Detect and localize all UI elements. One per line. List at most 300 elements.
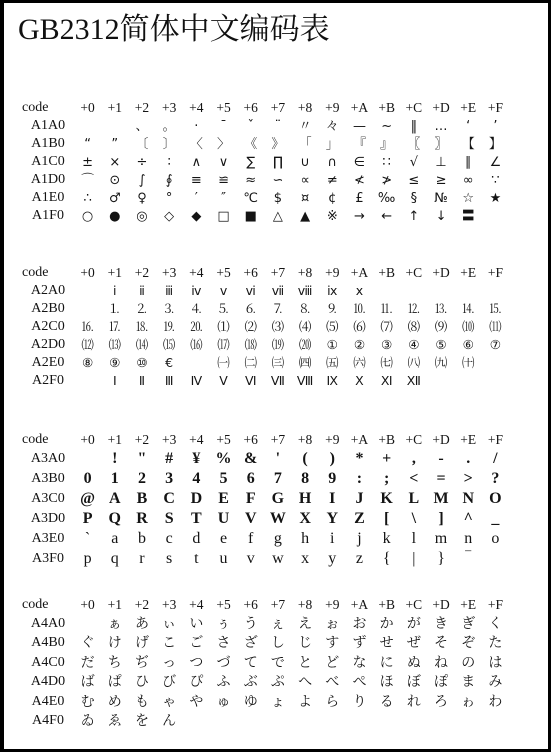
header-column-label: +5 bbox=[216, 597, 231, 613]
char-cell bbox=[400, 712, 427, 732]
header-column-label: +A bbox=[350, 432, 369, 448]
char-cell: じ bbox=[298, 635, 313, 652]
char-cell: Ⅰ bbox=[112, 372, 117, 388]
char-cell: m bbox=[434, 530, 448, 547]
char-cell: ¢ bbox=[328, 190, 337, 206]
char-cell: ⒚ bbox=[162, 318, 176, 334]
char-cell: ″ bbox=[221, 190, 226, 206]
char-cell: c bbox=[165, 530, 173, 547]
char-cell: あ bbox=[134, 615, 149, 632]
char-cell: ㈨ bbox=[434, 354, 448, 370]
char-cell: l bbox=[411, 530, 417, 547]
char-cell: ′ bbox=[194, 190, 198, 206]
char-cell: Ⅱ bbox=[138, 372, 146, 388]
char-cell: ⒛ bbox=[190, 318, 203, 334]
char-cell: = bbox=[436, 470, 446, 487]
char-cell bbox=[427, 372, 454, 390]
char-cell: × bbox=[109, 154, 121, 170]
char-cell: ⅳ bbox=[191, 282, 202, 298]
char-cell bbox=[292, 712, 319, 732]
char-cell: き bbox=[434, 615, 449, 632]
char-cell bbox=[400, 282, 427, 300]
char-cell: ∨ bbox=[218, 154, 229, 170]
char-cell: ’ bbox=[493, 118, 498, 134]
char-cell: ⅹ bbox=[355, 282, 364, 298]
header-column-label: +9 bbox=[325, 265, 340, 281]
char-cell: ⑾ bbox=[489, 318, 502, 334]
char-cell bbox=[427, 282, 454, 300]
char-cell: ず bbox=[352, 635, 367, 652]
char-cell: X bbox=[299, 510, 311, 527]
row-code-label: A4B0 bbox=[31, 635, 65, 651]
char-cell: Ⅻ bbox=[406, 372, 421, 388]
char-cell: ~ bbox=[381, 118, 393, 134]
char-cell: 0 bbox=[83, 470, 92, 487]
header-column-label: +2 bbox=[134, 597, 150, 613]
char-cell: び bbox=[162, 674, 177, 691]
char-cell: ゆ bbox=[243, 693, 258, 710]
char-cell: ㈥ bbox=[353, 354, 366, 370]
char-cell: ㈧ bbox=[407, 354, 421, 370]
char-cell: - bbox=[438, 450, 444, 467]
char-cell: Ⅸ bbox=[326, 372, 339, 388]
char-cell: ⒌ bbox=[217, 300, 230, 316]
char-cell: № bbox=[434, 190, 448, 206]
char-cell: ⑷ bbox=[298, 318, 312, 334]
char-cell: ゐ bbox=[80, 713, 95, 730]
char-cell: 『 bbox=[352, 136, 366, 152]
char-cell: ① bbox=[326, 336, 338, 352]
char-cell: ∵ bbox=[491, 172, 500, 188]
char-cell: ぢ bbox=[134, 654, 149, 671]
header-column-label: +A bbox=[350, 597, 369, 613]
char-cell bbox=[482, 282, 509, 300]
header-column-label: +6 bbox=[243, 597, 258, 613]
char-cell: 》 bbox=[271, 136, 285, 152]
char-cell: り bbox=[352, 693, 367, 710]
char-cell: Ⅶ bbox=[270, 372, 285, 388]
char-cell: ¨ bbox=[274, 118, 282, 134]
char-cell: ] bbox=[438, 510, 444, 527]
char-cell: 3 bbox=[165, 470, 174, 487]
char-cell: ∮ bbox=[165, 172, 173, 188]
header-column-label: +0 bbox=[80, 100, 95, 116]
char-cell: ≌ bbox=[218, 172, 229, 188]
char-cell: ぅ bbox=[216, 615, 231, 632]
char-cell: ● bbox=[109, 208, 121, 224]
header-column-label: +7 bbox=[270, 265, 286, 281]
char-cell: ↑ bbox=[408, 208, 420, 224]
char-cell: ③ bbox=[381, 336, 393, 352]
char-cell: ⑩ bbox=[136, 354, 148, 370]
char-cell: ど bbox=[325, 654, 340, 671]
header-column-label: +0 bbox=[80, 597, 95, 613]
header-column-label: +D bbox=[432, 432, 450, 448]
header-column-label: +7 bbox=[270, 597, 286, 613]
header-column-label: +F bbox=[487, 432, 503, 448]
header-column-label: +5 bbox=[216, 265, 231, 281]
char-cell: だ bbox=[80, 654, 95, 671]
header-column-label: +F bbox=[487, 265, 503, 281]
char-cell bbox=[482, 354, 509, 372]
char-cell: ゅ bbox=[216, 693, 231, 710]
code-table-block-a3 bbox=[18, 431, 509, 569]
char-cell: ⑶ bbox=[271, 318, 285, 334]
char-cell: ∑ bbox=[246, 154, 256, 170]
header-column-label: +C bbox=[405, 597, 423, 613]
header-column-label: +8 bbox=[297, 432, 313, 448]
char-cell: ⒊ bbox=[162, 300, 176, 316]
char-cell: う bbox=[243, 615, 258, 632]
char-cell: C bbox=[163, 490, 175, 507]
char-cell: こ bbox=[162, 635, 177, 652]
row-code-label: A4C0 bbox=[31, 654, 65, 670]
char-cell: ぃ bbox=[162, 615, 177, 632]
char-cell: ≮ bbox=[354, 172, 365, 188]
char-cell: ⅰ bbox=[113, 282, 117, 298]
char-cell: D bbox=[190, 490, 203, 507]
header-column-label: +3 bbox=[161, 432, 177, 448]
char-cell: ん bbox=[162, 713, 177, 730]
char-cell: み bbox=[488, 674, 503, 691]
row-code-label: A4E0 bbox=[31, 693, 65, 709]
char-cell: ` bbox=[84, 530, 91, 547]
row-code-label: A1D0 bbox=[30, 172, 66, 187]
char-cell: q bbox=[110, 550, 119, 567]
row-code-label: A4D0 bbox=[30, 674, 66, 690]
char-cell: r bbox=[139, 550, 145, 567]
char-cell: . bbox=[466, 450, 471, 467]
char-cell: ぞ bbox=[461, 635, 476, 652]
char-cell: ≡ bbox=[190, 172, 202, 188]
char-cell: で bbox=[270, 654, 285, 671]
char-cell: ⒋ bbox=[190, 300, 203, 316]
char-cell: て bbox=[243, 654, 258, 671]
char-cell bbox=[74, 117, 101, 135]
char-cell: ぶ bbox=[243, 674, 258, 691]
char-cell: ∴ bbox=[83, 190, 92, 206]
header-column-label: +6 bbox=[243, 100, 258, 116]
char-cell: ⊥ bbox=[435, 154, 447, 170]
char-cell: _ bbox=[491, 510, 500, 527]
char-cell: … bbox=[434, 118, 448, 134]
row-code-label: A2A0 bbox=[30, 283, 66, 298]
char-cell: ; bbox=[383, 470, 390, 487]
char-cell: n bbox=[464, 530, 473, 547]
char-cell: — bbox=[352, 118, 366, 134]
header-column-label: +3 bbox=[161, 100, 177, 116]
char-cell: ⑴ bbox=[217, 318, 230, 334]
char-cell bbox=[264, 712, 291, 732]
char-cell: む bbox=[80, 693, 95, 710]
char-cell bbox=[74, 282, 101, 300]
char-cell: 〗 bbox=[434, 136, 448, 152]
page-title: GB2312简体中文编码表 bbox=[18, 13, 330, 46]
char-cell bbox=[455, 712, 482, 732]
header-column-label: +3 bbox=[161, 597, 177, 613]
char-cell: Y bbox=[326, 510, 339, 527]
header-column-label: +5 bbox=[216, 432, 231, 448]
char-cell: ⒄ bbox=[217, 336, 230, 352]
header-column-label: +6 bbox=[243, 432, 258, 448]
char-cell: → bbox=[354, 208, 365, 224]
char-cell: $ bbox=[273, 190, 283, 206]
char-cell: す bbox=[325, 635, 340, 652]
char-cell: e bbox=[219, 530, 228, 547]
header-column-label: +E bbox=[460, 265, 477, 281]
char-cell: + bbox=[382, 450, 392, 467]
char-cell: え bbox=[298, 615, 313, 632]
char-cell: √ bbox=[409, 154, 418, 170]
char-cell: ∞ bbox=[462, 172, 474, 188]
char-cell: I bbox=[329, 490, 336, 507]
char-cell: 「 bbox=[298, 136, 312, 152]
header-column-label: +B bbox=[378, 597, 395, 613]
char-cell: よ bbox=[298, 693, 313, 710]
char-cell: ㈢ bbox=[271, 354, 285, 370]
char-cell: N bbox=[462, 490, 474, 507]
row-code-label: A4A0 bbox=[30, 615, 66, 631]
char-cell: ⒗ bbox=[81, 318, 94, 334]
char-cell: ← bbox=[381, 208, 393, 224]
char-cell: ざ bbox=[243, 635, 258, 652]
header-column-label: +D bbox=[432, 597, 450, 613]
row-code-label: A4F0 bbox=[32, 713, 64, 729]
char-cell bbox=[455, 282, 482, 300]
char-cell: V bbox=[244, 510, 257, 527]
char-cell: ⒃ bbox=[190, 336, 203, 352]
char-cell: ② bbox=[353, 336, 366, 352]
header-column-label: +E bbox=[460, 432, 477, 448]
char-cell: a bbox=[111, 530, 119, 547]
char-cell: ⒑ bbox=[353, 300, 366, 316]
char-cell: そ bbox=[434, 635, 449, 652]
char-cell: さ bbox=[216, 635, 231, 652]
char-cell: / bbox=[493, 450, 498, 467]
char-cell: ㈤ bbox=[326, 354, 339, 370]
char-cell: ⒕ bbox=[461, 300, 475, 316]
char-cell: Ⅷ bbox=[296, 372, 314, 388]
char-cell: 《 bbox=[244, 136, 258, 152]
row-code-label: A1F0 bbox=[32, 208, 64, 223]
char-cell: ⑸ bbox=[326, 318, 339, 334]
char-cell: を bbox=[134, 713, 149, 730]
char-cell: 、 bbox=[135, 118, 149, 134]
char-cell: が bbox=[406, 615, 421, 632]
char-cell: ぽ bbox=[434, 674, 449, 691]
char-cell: G bbox=[271, 490, 285, 507]
char-cell: j bbox=[357, 530, 362, 547]
char-cell: 【 bbox=[461, 136, 475, 152]
char-cell: ひ bbox=[134, 674, 149, 691]
char-cell: ⒍ bbox=[244, 300, 257, 316]
char-cell: t bbox=[194, 550, 199, 567]
char-cell: ‾ bbox=[465, 550, 471, 567]
char-cell: ⒐ bbox=[326, 300, 339, 316]
row-code-label: A3C0 bbox=[31, 491, 65, 506]
row-code-label: A3F0 bbox=[32, 551, 64, 566]
char-cell: 2 bbox=[137, 470, 146, 487]
char-cell: ぱ bbox=[107, 674, 122, 691]
char-cell: , bbox=[411, 450, 416, 467]
char-cell bbox=[319, 712, 346, 732]
char-cell: か bbox=[379, 615, 394, 632]
char-cell: ⑧ bbox=[81, 354, 94, 370]
char-cell: ¤ bbox=[300, 190, 310, 206]
char-cell: ぁ bbox=[107, 615, 122, 632]
char-cell: i bbox=[330, 530, 335, 547]
char-cell: ◆ bbox=[191, 208, 202, 224]
char-cell: Ⅵ bbox=[244, 372, 257, 388]
row-code-label: A2C0 bbox=[31, 319, 65, 334]
char-cell: は bbox=[488, 654, 503, 671]
char-cell: § bbox=[410, 190, 418, 206]
char-cell: 5 bbox=[219, 470, 228, 487]
row-code-label: A1A0 bbox=[30, 118, 66, 133]
char-cell: ⒖ bbox=[489, 300, 502, 316]
char-cell: し bbox=[270, 635, 285, 652]
char-cell bbox=[183, 354, 210, 372]
char-cell: ) bbox=[329, 450, 335, 467]
header-column-label: +4 bbox=[189, 265, 204, 281]
char-cell: ㈠ bbox=[217, 354, 230, 370]
char-cell: ⅷ bbox=[297, 282, 313, 298]
char-cell: · bbox=[194, 118, 199, 134]
header-column-label: +A bbox=[350, 100, 369, 116]
char-cell: ∷ bbox=[382, 154, 391, 170]
char-cell: も bbox=[134, 693, 149, 710]
char-cell: ˇ bbox=[247, 118, 254, 134]
char-cell: っ bbox=[162, 654, 177, 671]
char-cell: ≥ bbox=[435, 172, 447, 188]
char-cell: ‘ bbox=[466, 118, 471, 134]
char-cell: ∽ bbox=[272, 172, 284, 188]
char-cell: ⒅ bbox=[244, 336, 257, 352]
char-cell: ' bbox=[275, 450, 281, 467]
header-code-label: code bbox=[22, 100, 49, 115]
char-cell: ④ bbox=[408, 336, 420, 352]
header-column-label: +E bbox=[460, 100, 477, 116]
char-cell: } bbox=[437, 550, 445, 567]
char-cell: Ⅺ bbox=[380, 372, 393, 388]
char-cell: h bbox=[301, 530, 310, 547]
char-cell: わ bbox=[488, 693, 503, 710]
code-table-block-a4 bbox=[18, 596, 509, 731]
char-cell: ⒘ bbox=[108, 318, 122, 334]
char-cell: “ bbox=[84, 136, 91, 152]
char-cell: ⑹ bbox=[353, 318, 366, 334]
header-column-label: +9 bbox=[325, 597, 340, 613]
header-column-label: +A bbox=[350, 265, 369, 281]
char-cell: づ bbox=[216, 654, 231, 671]
char-cell bbox=[427, 712, 454, 732]
char-cell: f bbox=[248, 530, 254, 547]
char-cell bbox=[74, 300, 101, 318]
char-cell: ⑺ bbox=[380, 318, 393, 334]
row-code-label: A3D0 bbox=[30, 511, 66, 526]
char-cell: な bbox=[352, 654, 367, 671]
char-cell: に bbox=[379, 654, 394, 671]
char-cell: v bbox=[246, 550, 255, 567]
char-cell bbox=[482, 372, 509, 390]
row-code-label: A1C0 bbox=[31, 154, 65, 169]
char-cell: ‰ bbox=[377, 190, 396, 206]
char-cell: た bbox=[488, 635, 503, 652]
char-cell: ⅱ bbox=[139, 282, 145, 298]
char-cell: ⒉ bbox=[135, 300, 149, 316]
char-cell: \ bbox=[411, 510, 417, 527]
char-cell: ご bbox=[189, 635, 204, 652]
char-cell: L bbox=[408, 490, 420, 507]
char-cell bbox=[74, 372, 101, 390]
char-cell bbox=[346, 712, 373, 732]
header-column-label: +C bbox=[405, 432, 423, 448]
char-cell: 9 bbox=[328, 470, 337, 487]
header-column-label: +D bbox=[432, 265, 450, 281]
char-cell bbox=[74, 449, 101, 469]
char-cell: ! bbox=[112, 450, 118, 467]
row-code-label: A2F0 bbox=[32, 373, 64, 388]
char-cell: A bbox=[109, 490, 121, 507]
char-cell: £ bbox=[355, 190, 364, 206]
char-cell: [ bbox=[383, 510, 390, 527]
char-cell bbox=[101, 117, 128, 135]
char-cell: ま bbox=[461, 674, 476, 691]
char-cell bbox=[373, 282, 400, 300]
char-cell: o bbox=[491, 530, 500, 547]
char-cell: ね bbox=[434, 654, 449, 671]
char-cell bbox=[74, 614, 101, 634]
char-cell: ∝ bbox=[300, 172, 310, 188]
char-cell: せ bbox=[379, 635, 394, 652]
char-cell: ∥ bbox=[464, 154, 472, 170]
header-column-label: +B bbox=[378, 100, 395, 116]
char-cell: □ bbox=[217, 208, 230, 224]
char-cell: ♀ bbox=[137, 190, 147, 206]
char-cell: ⒒ bbox=[380, 300, 393, 316]
char-cell: や bbox=[189, 693, 204, 710]
char-cell: Ⅳ bbox=[190, 372, 203, 388]
char-cell: ∧ bbox=[191, 154, 202, 170]
char-cell: △ bbox=[272, 208, 283, 224]
char-cell: P bbox=[82, 510, 93, 527]
row-code-label: A2D0 bbox=[30, 337, 66, 352]
row-code-label: A3A0 bbox=[30, 451, 66, 466]
char-cell: ⅶ bbox=[271, 282, 285, 298]
char-cell: 〃 bbox=[298, 118, 312, 134]
char-cell: R bbox=[136, 510, 148, 527]
char-cell: ⑤ bbox=[435, 336, 447, 352]
char-cell: ⑻ bbox=[407, 318, 421, 334]
row-code-label: A3E0 bbox=[31, 531, 65, 546]
char-cell: ‖ bbox=[410, 118, 418, 134]
char-cell: ♂ bbox=[108, 190, 121, 206]
header-code-label: code bbox=[22, 265, 49, 280]
char-cell: T bbox=[191, 510, 202, 527]
char-cell: ∪ bbox=[300, 154, 310, 170]
char-cell: ∶ bbox=[167, 154, 171, 170]
char-cell: ⑦ bbox=[489, 336, 502, 352]
char-cell: 4 bbox=[192, 470, 201, 487]
header-column-label: +5 bbox=[216, 100, 231, 116]
char-cell: ⑿ bbox=[81, 336, 94, 352]
char-cell: ˉ bbox=[220, 118, 227, 134]
char-cell: ⊙ bbox=[109, 172, 121, 188]
header-column-label: +C bbox=[405, 100, 423, 116]
header-column-label: +1 bbox=[107, 265, 122, 281]
header-code-label: code bbox=[22, 432, 49, 447]
char-cell: ⑽ bbox=[461, 318, 475, 334]
